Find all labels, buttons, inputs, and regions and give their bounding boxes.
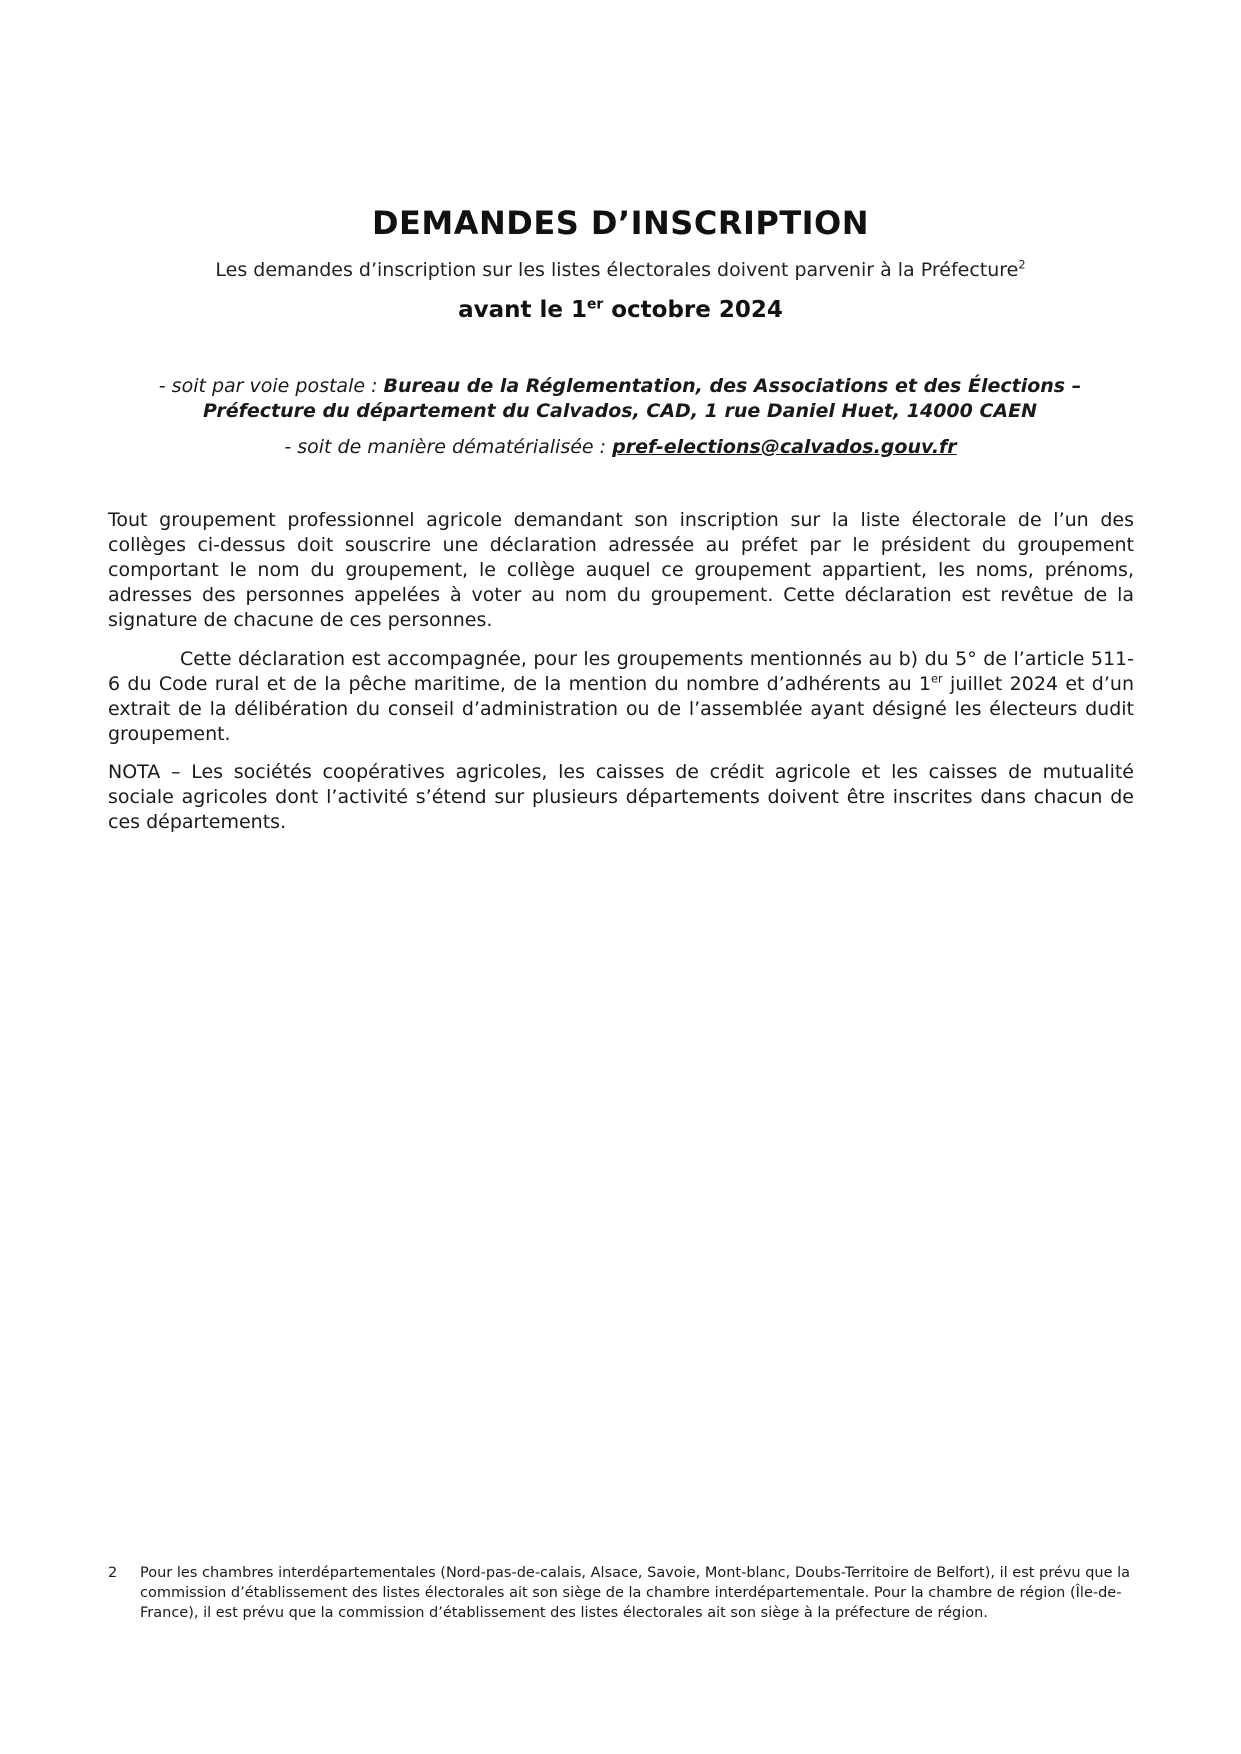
email-link[interactable]: pref-elections@calvados.gouv.fr: [612, 436, 957, 458]
subtitle-text: Les demandes d’inscription sur les listes électorales doivent parvenir à la Préfecture: [215, 259, 1019, 281]
postal-instruction: [120, 374, 1120, 424]
paragraph-accompaniment-before: Cette déclaration est accompagnée, pour les groupements mentionnés au b) du 5° de l’article 511-6 du Code rural et de la pêche maritime, de la mention du nombre d’adhérents au 1: [108, 648, 1134, 695]
paragraph-accompaniment-ordinal: er: [931, 671, 943, 686]
digital-prefix: - soit de manière dématérialisée :: [284, 436, 613, 458]
deadline-after: octobre 2024: [603, 297, 783, 323]
deadline-before: avant le 1: [458, 297, 588, 323]
deadline-ordinal: er: [587, 296, 604, 313]
paragraph-nota: NOTA – Les sociétés coopératives agricoles, les caisses de crédit agricole et les caisses de mutualité sociale agricoles dont l’activité s’étend sur plusieurs départements doivent être inscrites dans chacun de ces départements.: [108, 761, 1134, 833]
footnote-reference: 2: [1018, 257, 1026, 272]
page-title: DEMANDES D’INSCRIPTION: [371, 204, 870, 242]
postal-address: Bureau de la Réglementation, des Associations et des Élections – Préfecture du département du Calvados, CAD, 1 rue Daniel Huet, 14000 CAEN: [202, 375, 1082, 422]
paragraph-declaration: Tout groupement professionnel agricole demandant son inscription sur la liste électorale de l’un des collèges ci-dessus doit souscrire une déclaration adressée au préfet par le président du groupement comportant le nom du groupement, le collège auquel ce groupement appartient, les noms, prénoms, adresses des personnes appelées à voter au nom du groupement. Cette déclaration est revêtue de la signature de chacune de ces personnes.: [108, 509, 1134, 631]
postal-prefix: - soit par voie postale :: [158, 375, 384, 397]
subtitle: [0, 259, 1241, 281]
digital-instruction: [0, 436, 1241, 458]
footnote-number: 2: [108, 1565, 118, 1581]
paragraph-accompaniment: [108, 647, 1134, 747]
deadline: [0, 297, 1241, 323]
paragraph-accompaniment-after: juillet 2024 et d’un extrait de la délibération du conseil d’administration ou de l’assemblée ayant désigné les électeurs dudit groupement.: [108, 673, 1134, 745]
footnote: [108, 1563, 1134, 1623]
footnote-text: Pour les chambres interdépartementales (Nord-pas-de-calais, Alsace, Savoie, Mont-blanc, Doubs-Territoire de Belfort), il est prévu que la commission d’établissement des listes électorales ait son siège de la chambre interdépartementale. Pour la chambre de région (Île-de-France), il est prévu que la commission d’établissement des listes électorales ait son siège à la préfecture de région.: [140, 1565, 1131, 1621]
